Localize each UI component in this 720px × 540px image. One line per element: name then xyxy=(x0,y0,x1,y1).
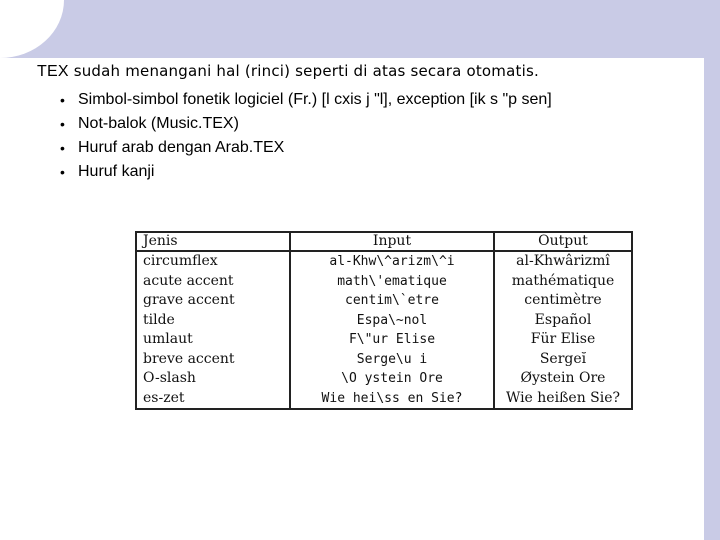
table-row xyxy=(136,251,632,272)
cell-output: al-Khwârizmî xyxy=(494,251,632,272)
bullet-dot-icon: • xyxy=(60,164,65,180)
cell-input: math\'ematique xyxy=(290,272,494,292)
table-row xyxy=(136,291,632,311)
tex-accent-table xyxy=(135,231,633,410)
cell-jenis: tilde xyxy=(136,311,290,331)
cell-jenis: O-slash xyxy=(136,369,290,389)
table-row xyxy=(136,369,632,389)
bullet-list xyxy=(60,88,552,184)
bullet-dot-icon: • xyxy=(60,140,65,156)
slide-heading xyxy=(37,62,539,81)
table-row xyxy=(136,350,632,370)
cell-jenis: breve accent xyxy=(136,350,290,370)
header-jenis: Jenis xyxy=(136,232,290,251)
heading-text: sudah menangani hal (rinci) seperti di atas secara otomatis. xyxy=(73,62,539,80)
cell-output: Español xyxy=(494,311,632,331)
cell-jenis: acute accent xyxy=(136,272,290,292)
cell-input: al-Khw\^arizm\^i xyxy=(290,251,494,272)
heading-tex: TEX xyxy=(37,63,69,80)
header-input: Input xyxy=(290,232,494,251)
background-band-right xyxy=(704,0,720,540)
table-row xyxy=(136,330,632,350)
cell-output: Sergeĭ xyxy=(494,350,632,370)
cell-input: \O ystein Ore xyxy=(290,369,494,389)
cell-jenis: es-zet xyxy=(136,389,290,410)
bullet-item: • Simbol-simbol fonetik logiciel (Fr.) [l cxis j "l], exception [ik s "p sen] xyxy=(60,88,552,112)
bullet-dot-icon: • xyxy=(60,92,65,108)
cell-output: Øystein Ore xyxy=(494,369,632,389)
tex-accent-table-image xyxy=(128,219,640,415)
cell-input: Wie hei\ss en Sie? xyxy=(290,389,494,410)
bullet-item: • Huruf arab dengan Arab.TEX xyxy=(60,136,552,160)
cell-jenis: circumflex xyxy=(136,251,290,272)
bullet-item: • Not-balok (Music.TEX) xyxy=(60,112,552,136)
background-band-top xyxy=(0,0,720,58)
table-row xyxy=(136,389,632,410)
cell-input: Espa\~nol xyxy=(290,311,494,331)
cell-input: Serge\u i xyxy=(290,350,494,370)
cell-input: F\"ur Elise xyxy=(290,330,494,350)
header-output: Output xyxy=(494,232,632,251)
bullet-dot-icon: • xyxy=(60,116,65,132)
cell-output: centimètre xyxy=(494,291,632,311)
cell-output: Wie heißen Sie? xyxy=(494,389,632,410)
cell-input: centim\`etre xyxy=(290,291,494,311)
bullet-item: • Huruf kanji xyxy=(60,160,552,184)
cell-output: mathématique xyxy=(494,272,632,292)
table-row xyxy=(136,311,632,331)
table-row xyxy=(136,272,632,292)
table-header-row xyxy=(136,232,632,251)
cell-jenis: grave accent xyxy=(136,291,290,311)
cell-jenis: umlaut xyxy=(136,330,290,350)
cell-output: Für Elise xyxy=(494,330,632,350)
